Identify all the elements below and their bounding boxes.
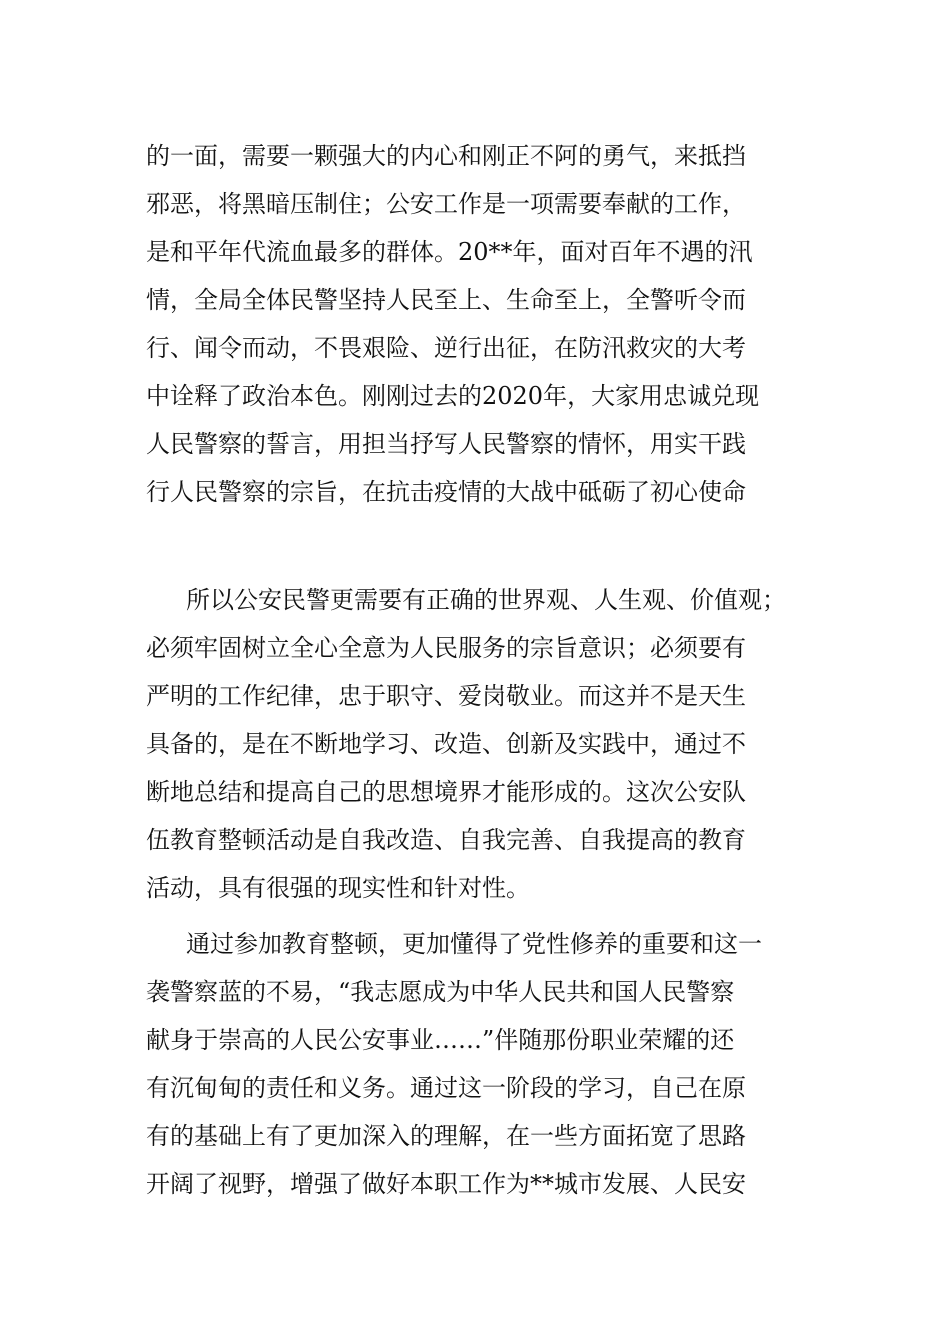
text-line: 是和平年代流血最多的群体。20**年，面对百年不遇的汛: [146, 238, 753, 266]
text-line: 具备的，是在不断地学习、改造、创新及实践中，通过不: [146, 730, 746, 758]
text-line: 必须牢固树立全心全意为人民服务的宗旨意识；必须要有: [146, 634, 746, 662]
text-line: 严明的工作纪律，忠于职守、爱岗敬业。而这并不是天生: [146, 682, 746, 710]
text-line: 情，全局全体民警坚持人民至上、生命至上，全警听令而: [146, 286, 746, 314]
text-line: 行、闻令而动，不畏艰险、逆行出征，在防汛救灾的大考: [146, 334, 746, 362]
text-line: 断地总结和提高自己的思想境界才能形成的。这次公安队: [146, 778, 746, 806]
text-line: 有的基础上有了更加深入的理解，在一些方面拓宽了思路: [146, 1122, 746, 1150]
text-line: 人民警察的誓言，用担当抒写人民警察的情怀，用实干践: [146, 430, 746, 458]
text-line: 有沉甸甸的责任和义务。通过这一阶段的学习，自己在原: [146, 1074, 746, 1102]
text-line: 开阔了视野，增强了做好本职工作为**城市发展、人民安: [146, 1170, 746, 1198]
text-line: 行人民警察的宗旨，在抗击疫情的大战中砥砺了初心使命: [146, 478, 746, 506]
text-line: 中诠释了政治本色。刚刚过去的2020年，大家用忠诚兑现: [146, 382, 760, 410]
text-line: 活动，具有很强的现实性和针对性。: [146, 874, 530, 902]
text-line: 所以公安民警更需要有正确的世界观、人生观、价值观；: [186, 586, 786, 614]
text-line: 邪恶，将黑暗压制住；公安工作是一项需要奉献的工作，: [146, 190, 746, 218]
text-line: 伍教育整顿活动是自我改造、自我完善、自我提高的教育: [146, 826, 746, 854]
text-line: 献身于崇高的人民公安事业……”伴随那份职业荣耀的还: [146, 1026, 735, 1054]
text-line: 袭警察蓝的不易，“我志愿成为中华人民共和国人民警察: [146, 978, 735, 1006]
text-line: 的一面，需要一颗强大的内心和刚正不阿的勇气，来抵挡: [146, 142, 746, 170]
text-line: 通过参加教育整顿，更加懂得了党性修养的重要和这一: [186, 930, 762, 958]
